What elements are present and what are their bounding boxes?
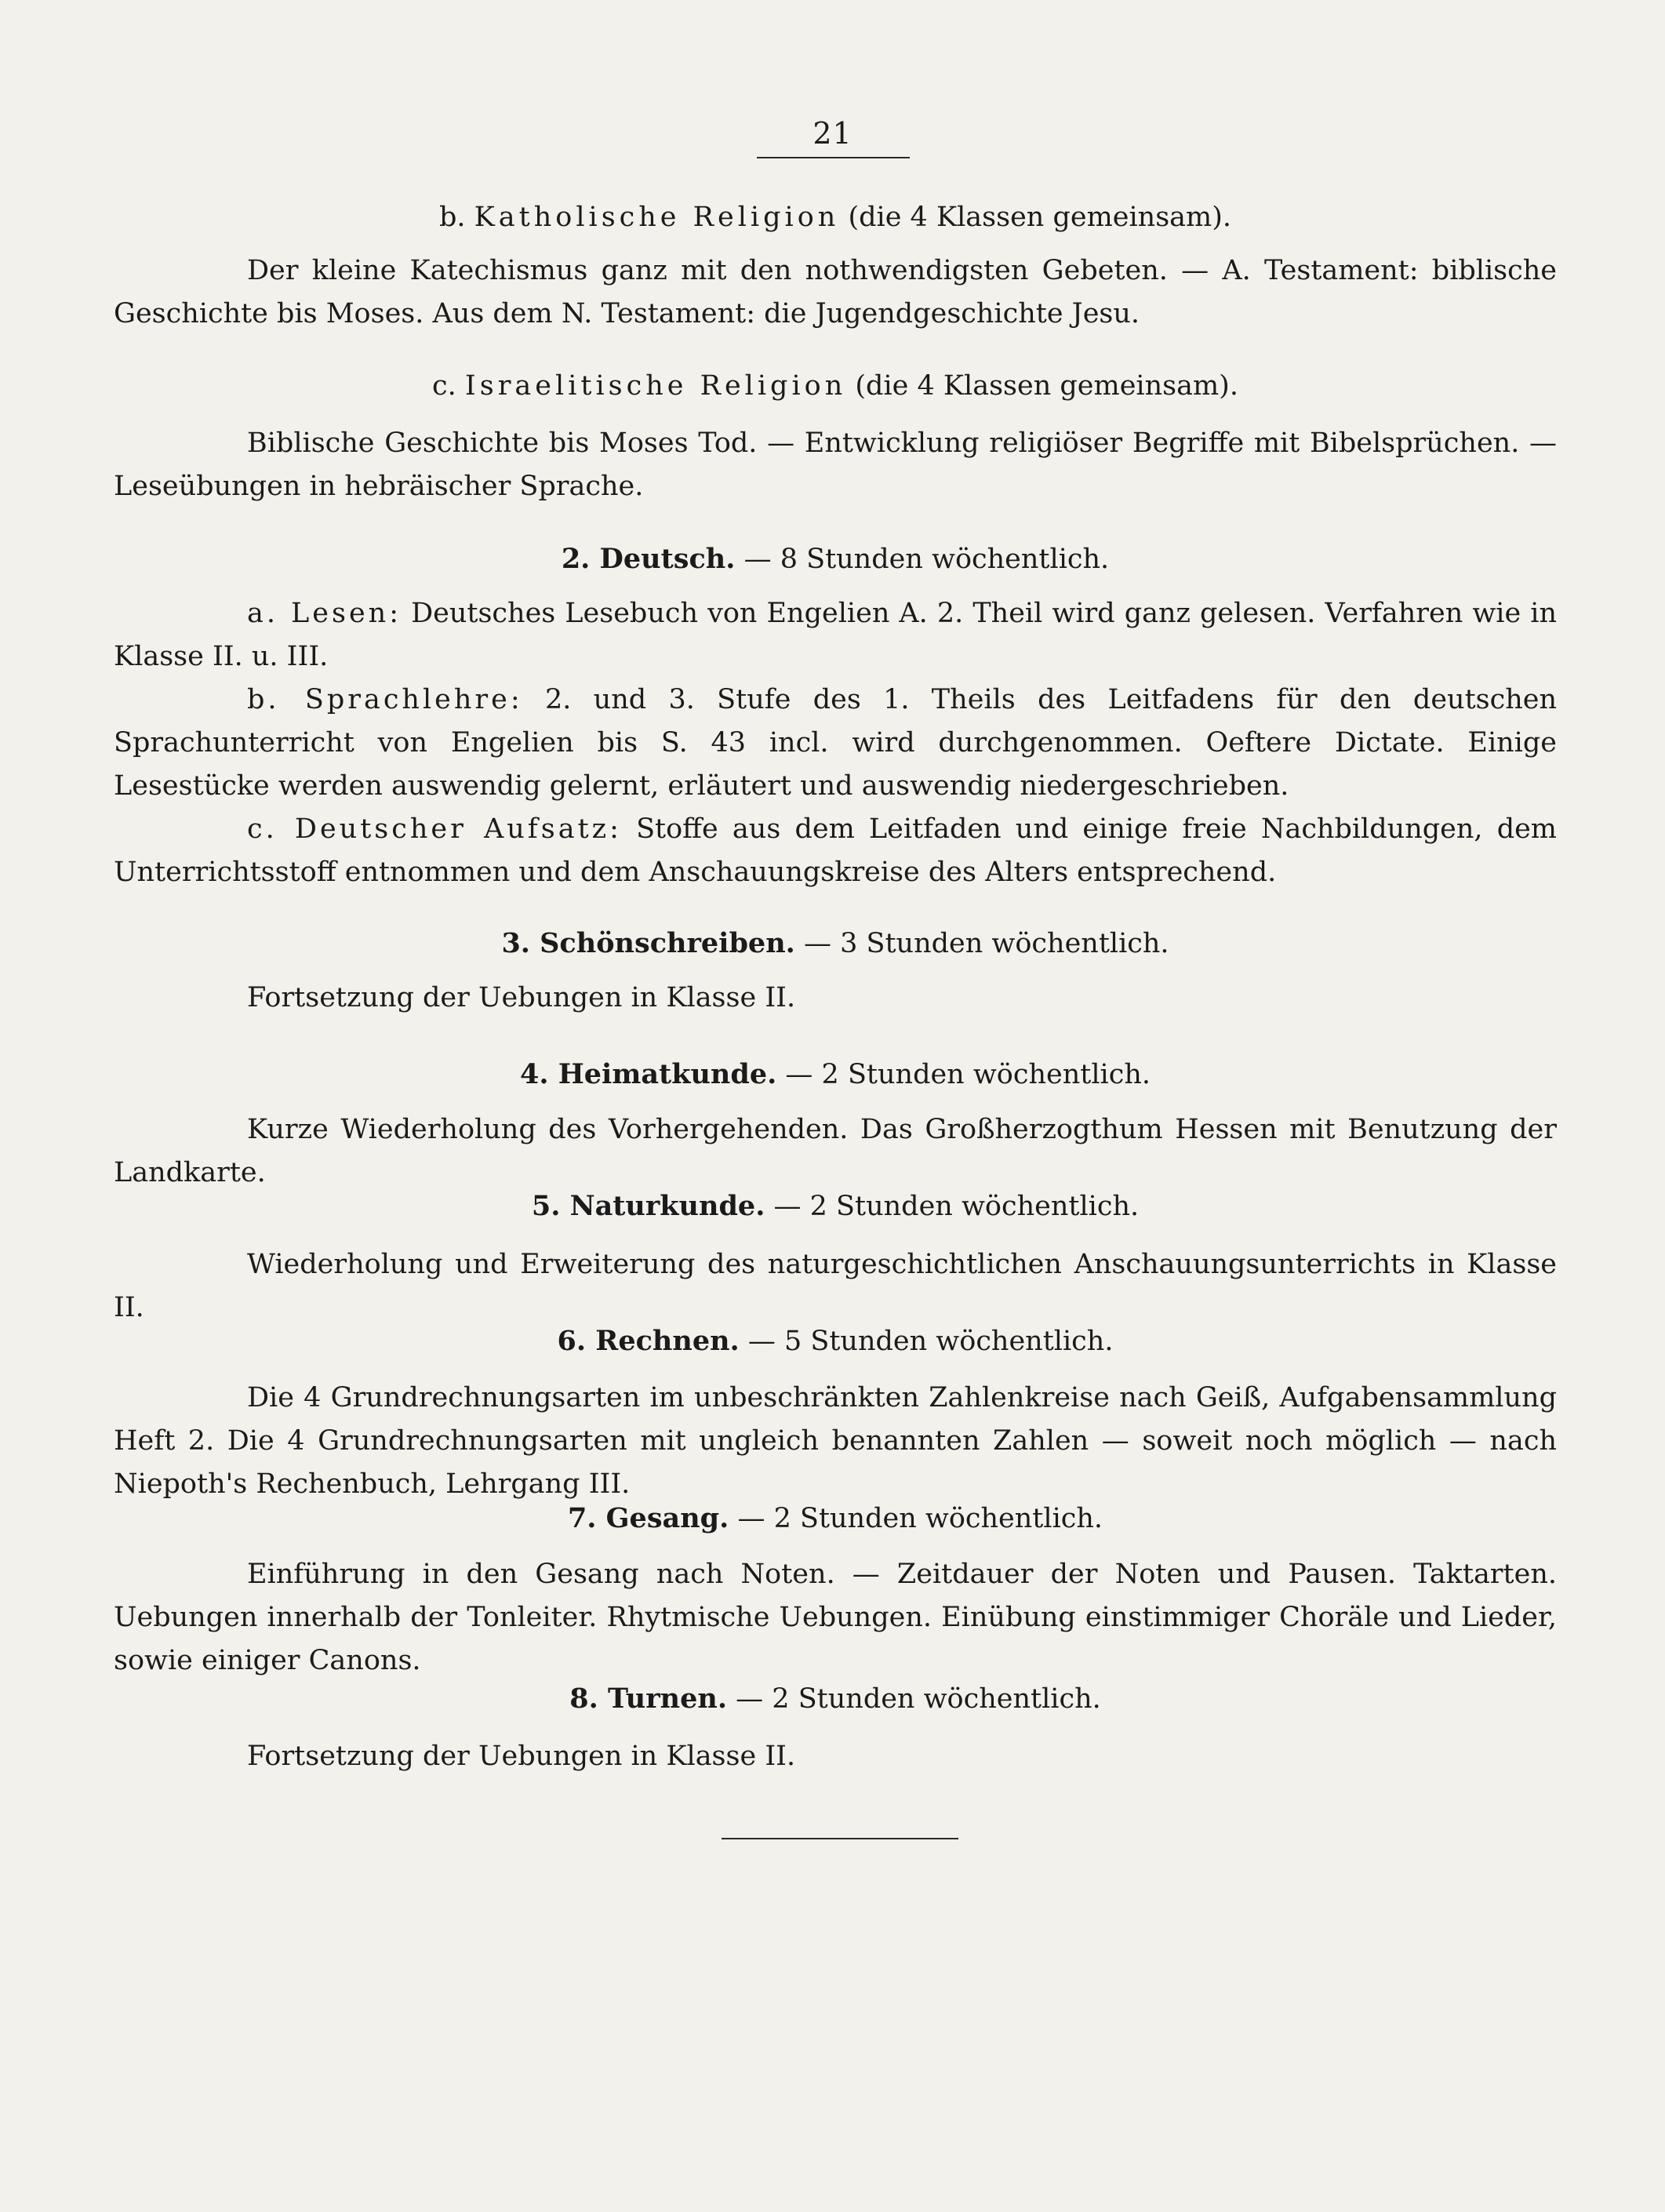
- heading-hours: — 2 Stunden wöchentlich.: [785, 1059, 1151, 1090]
- label-lesen: a. Lesen:: [247, 598, 402, 629]
- heading-deutsch: [114, 537, 1557, 581]
- heading-note: (die 4 Klassen gemeinsam).: [848, 202, 1232, 233]
- heading-title: 8. Turnen.: [569, 1683, 728, 1715]
- heading-title: 2. Deutsch.: [561, 543, 736, 575]
- heading-gesang: [114, 1497, 1557, 1541]
- paragraph-katholische-religion: Der kleine Katechismus ganz mit den nothwendigsten Gebeten. — A. Testament: biblische Geschichte bis Moses. Aus dem N. Testament: die Jugendgeschichte Jesu.: [114, 255, 1557, 329]
- heading-turnen: [114, 1677, 1557, 1721]
- paragraph-schoenschreiben: Fortsetzung der Uebungen in Klasse II.: [247, 982, 796, 1013]
- heading-heimatkunde: [114, 1053, 1557, 1097]
- paragraph-gesang: Einführung in den Gesang nach Noten. — Zeitdauer der Noten und Pausen. Taktarten. Uebungen innerhalb der Tonleiter. Rhytmische Uebungen. Einübung einstimmiger Choräle und Lieder, sowie einiger Canons.: [114, 1559, 1557, 1676]
- paragraph-rechnen: Die 4 Grundrechnungsarten im unbeschränkten Zahlenkreise nach Geiß, Aufgabensammlung Heft 2. Die 4 Grundrechnungsarten mit ungleich benannten Zahlen — soweit noch möglich — nach Niepoth's Rechenbuch, Lehrgang III.: [114, 1382, 1557, 1500]
- heading-letter: b.: [438, 202, 466, 233]
- heading-naturkunde: [114, 1184, 1557, 1228]
- paragraph-turnen: Fortsetzung der Uebungen in Klasse II.: [247, 1741, 796, 1772]
- heading-katholische-religion: [114, 196, 1557, 239]
- heading-hours: — 2 Stunden wöchentlich.: [737, 1503, 1103, 1534]
- text-sprachlehre: 2. und 3. Stufe des 1. Theils des Leitfadens für den deutschen Sprachunterricht von Engelien bis S. 43 incl. wird durchgenommen. Oeftere Dictate. Einige Lesestücke werden auswendig gelernt, erläutert und auswendig niedergeschrieben.: [114, 684, 1557, 802]
- paragraph-israelitische-religion: Biblische Geschichte bis Moses Tod. — Entwicklung religiöser Begriffe mit Bibelsprüchen. — Leseübungen in hebräischer Sprache.: [114, 427, 1557, 502]
- heading-title: Katholische Religion: [474, 202, 840, 233]
- heading-title: 6. Rechnen.: [557, 1325, 740, 1357]
- text-lesen: Deutsches Lesebuch von Engelien A. 2. Theil wird ganz gelesen. Verfahren wie in Klasse II. u. III.: [114, 598, 1557, 672]
- paragraph-lesen: [114, 592, 1557, 679]
- heading-title: 3. Schönschreiben.: [501, 927, 795, 959]
- heading-title: 4. Heimatkunde.: [519, 1058, 777, 1090]
- heading-israelitische-religion: [114, 365, 1557, 408]
- paragraph-naturkunde: Wiederholung und Erweiterung des naturgeschichtlichen Anschauungsunterrichts in Klasse II.: [114, 1249, 1557, 1323]
- heading-title: Israelitische Religion: [464, 370, 847, 402]
- heading-hours: — 2 Stunden wöchentlich.: [773, 1191, 1140, 1222]
- heading-hours: — 2 Stunden wöchentlich.: [736, 1683, 1101, 1715]
- heading-hours: — 8 Stunden wöchentlich.: [743, 544, 1110, 575]
- end-rule: [722, 1838, 958, 1839]
- paragraph-sprachlehre: [114, 679, 1557, 808]
- heading-note: (die 4 Klassen gemeinsam).: [855, 370, 1238, 402]
- text-aufsatz: Stoffe aus dem Leitfaden und einige freie Nachbildungen, dem Unterrichtsstoff entnommen und dem Anschauungskreise des Alters entsprechend.: [114, 813, 1557, 888]
- page-number-rule: [757, 157, 910, 158]
- page-number: 21: [813, 116, 852, 151]
- label-aufsatz: c. Deutscher Aufsatz:: [247, 813, 622, 845]
- heading-letter: c.: [432, 370, 456, 402]
- heading-schoenschreiben: [114, 922, 1557, 966]
- paragraph-heimatkunde: Kurze Wiederholung des Vorhergehenden. Das Großherzogthum Hessen mit Benutzung der Landkarte.: [114, 1114, 1557, 1188]
- label-sprachlehre: b. Sprachlehre:: [247, 684, 523, 715]
- heading-title: 7. Gesang.: [567, 1502, 729, 1534]
- heading-hours: — 3 Stunden wöchentlich.: [803, 928, 1169, 959]
- paragraph-aufsatz: [114, 808, 1557, 894]
- heading-rechnen: [114, 1319, 1557, 1363]
- heading-hours: — 5 Stunden wöchentlich.: [747, 1326, 1114, 1357]
- heading-title: 5. Naturkunde.: [531, 1190, 765, 1222]
